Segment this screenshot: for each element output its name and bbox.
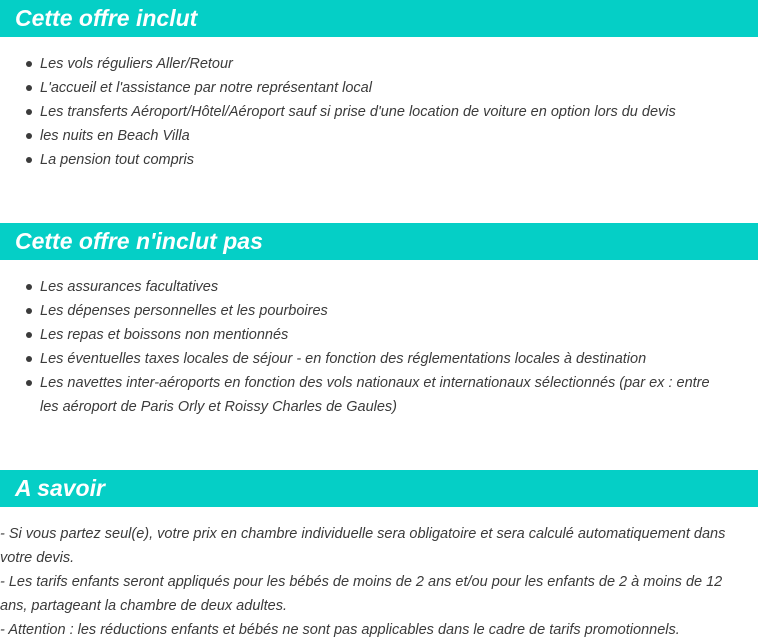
info-section (0, 470, 758, 507)
bullet-icon (26, 308, 32, 314)
excludes-section (0, 223, 758, 260)
list-item-text: les nuits en Beach Villa (40, 128, 190, 144)
bullet-icon (26, 356, 32, 362)
list-item (0, 124, 758, 148)
info-heading: A savoir (0, 470, 758, 507)
bullet-icon (26, 284, 32, 290)
bullet-icon (26, 332, 32, 338)
info-notes (0, 522, 758, 642)
bullet-icon (26, 133, 32, 139)
list-item-text: Les dépenses personnelles et les pourboires (40, 303, 328, 319)
list-item (0, 275, 758, 299)
list-item (0, 52, 758, 76)
includes-list (0, 52, 758, 172)
list-item-text: Les navettes inter-aéroports en fonction des vols nationaux et internationaux sélectionnés (par ex : entre les aéroport de Paris Orly et Roissy Charles de Gaules) (40, 375, 710, 415)
list-item-text: La pension tout compris (40, 152, 194, 168)
bullet-icon (26, 157, 32, 163)
list-item (0, 371, 758, 419)
note-promotional-rates: - Attention : les réductions enfants et bébés ne sont pas applicables dans le cadre de tarifs promotionnels. (0, 622, 680, 638)
note-child-rates: - Les tarifs enfants seront appliqués pour les bébés de moins de 2 ans et/ou pour les enfants de 2 à moins de 12 ans, partageant la chambre de deux adultes. (0, 574, 723, 614)
bullet-icon (26, 380, 32, 386)
excludes-list (0, 275, 758, 419)
note-solo-traveler: - Si vous partez seul(e), votre prix en chambre individuelle sera obligatoire et sera calculé automatiquement dans votre devis. (0, 526, 726, 566)
list-item-text: L'accueil et l'assistance par notre représentant local (40, 80, 372, 96)
includes-section (0, 0, 758, 37)
list-item-text: Les transferts Aéroport/Hôtel/Aéroport sauf si prise d'une location de voiture en option lors du devis (40, 104, 676, 120)
includes-heading: Cette offre inclut (0, 0, 758, 37)
list-item (0, 347, 758, 371)
bullet-icon (26, 109, 32, 115)
list-item-text: Les vols réguliers Aller/Retour (40, 56, 233, 72)
list-item (0, 148, 758, 172)
bullet-icon (26, 85, 32, 91)
excludes-heading: Cette offre n'inclut pas (0, 223, 758, 260)
list-item (0, 299, 758, 323)
bullet-icon (26, 61, 32, 67)
list-item (0, 76, 758, 100)
list-item-text: Les repas et boissons non mentionnés (40, 327, 289, 343)
list-item (0, 100, 758, 124)
list-item (0, 323, 758, 347)
list-item-text: Les éventuelles taxes locales de séjour - en fonction des réglementations locales à destination (40, 351, 647, 367)
list-item-text: Les assurances facultatives (40, 279, 219, 295)
